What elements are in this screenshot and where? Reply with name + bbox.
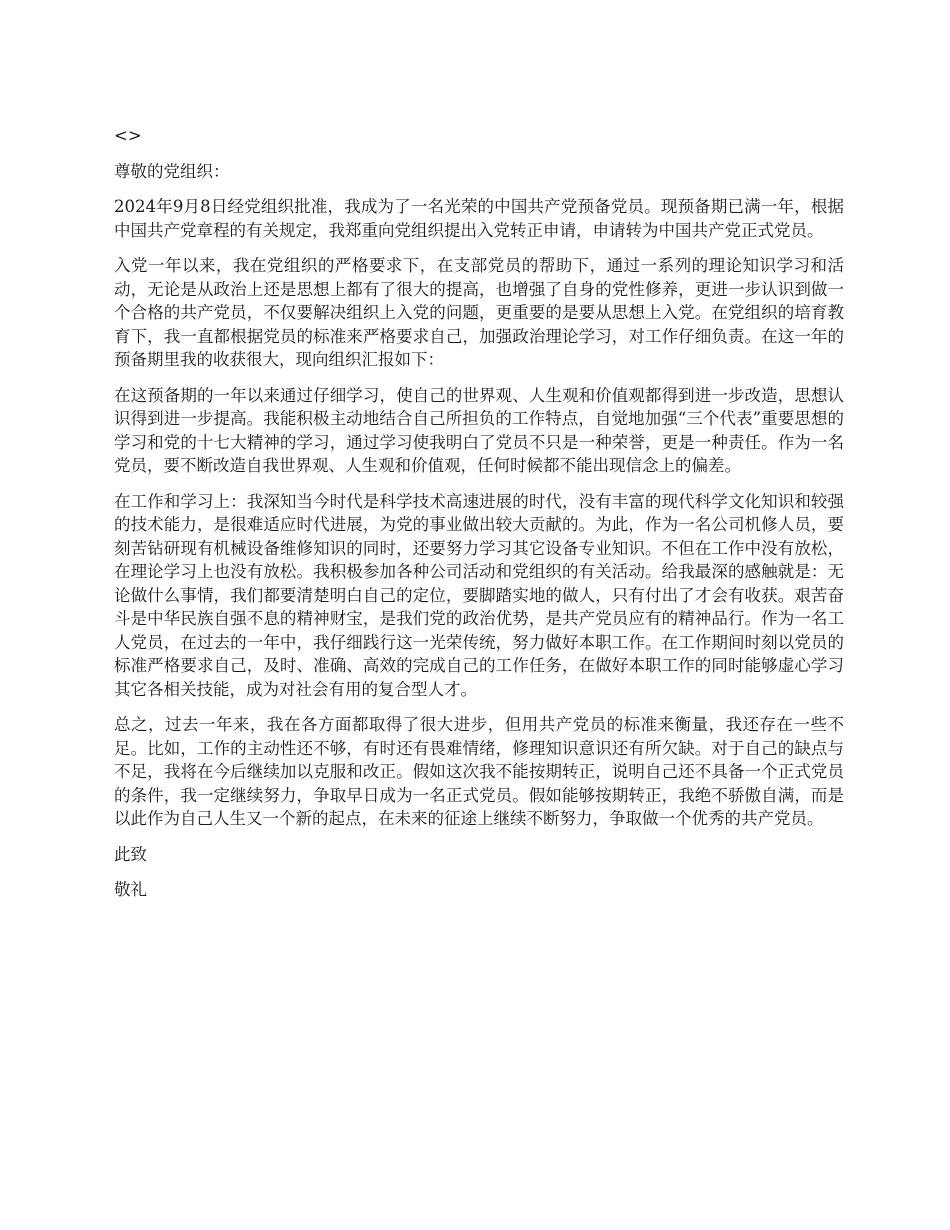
salutation: 尊敬的党组织：	[114, 161, 230, 181]
top-mark: <>	[114, 126, 142, 145]
document-page	[114, 124, 844, 914]
paragraph-2: 入党一年以来，我在党组织的严格要求下，在支部党员的帮助下，通过一系列的理论知识学习和活动，无论是从政治上还是思想上都有了很大的提高，也增强了自身的党性修养，更进一步认识到做一个合格的共产党员，不仅要解决组织上入党的问题，更重要的是要从思想上入党。在党组织的培育教育下，我一直都根据党员的标准来严格要求自己，加强政治理论学习，对工作仔细负责。在这一年的预备期里我的收获很大，现向组织汇报如下：	[114, 256, 844, 369]
closing-line-2: 敬礼	[114, 880, 147, 899]
paragraph-5: 总之，过去一年来，我在各方面都取得了很大进步，但用共产党员的标准来衡量，我还存在一些不足。比如，工作的主动性还不够，有时还有畏难情绪，修理知识意识还有所欠缺。对于自己的缺点与不足，我将在今后继续加以克服和改正。假如这次我不能按期转正，说明自己还不具备一个正式党员的条件，我一定继续努力，争取早日成为一名正式党员。假如能够按期转正，我绝不骄傲自满，而是以此作为自己人生又一个新的起点，在未来的征途上继续不断努力，争取做一个优秀的共产党员。	[114, 715, 844, 828]
closing-line-1: 此致	[114, 844, 147, 864]
paragraph-4: 在工作和学习上：我深知当今时代是科学技术高速进展的时代，没有丰富的现代科学文化知识和较强的技术能力，是很难适应时代进展，为党的事业做出较大贡献的。为此，作为一名公司机修人员，要刻苦钻研现有机械设备维修知识的同时，还要努力学习其它设备专业知识。不但在工作中没有放松，在理论学习上也没有放松。我积极参加各种公司活动和党组织的有关活动。给我最深的感触就是：无论做什么事情，我们都要清楚明白自己的定位，要脚踏实地的做人，只有付出了才会有收获。艰苦奋斗是中华民族自强不息的精神财宝，是我们党的政治优势，是共产党员应有的精神品行。作为一名工人党员，在过去的一年中，我仔细践行这一光荣传统，努力做好本职工作。在工作期间时刻以党员的标准严格要求自己，及时、准确、高效的完成自己的工作任务，在做好本职工作的同时能够虚心学习其它各相关技能，成为对社会有用的复合型人才。	[114, 491, 844, 699]
paragraph-1: 2024年9月8日经党组织批准，我成为了一名光荣的中国共产党预备党员。现预备期已满一年，根据中国共产党章程的有关规定，我郑重向党组织提出入党转正申请，申请转为中国共产党正式党员。	[114, 197, 844, 240]
paragraph-3: 在这预备期的一年以来通过仔细学习，使自己的世界观、人生观和价值观都得到进一步改造，思想认识得到进一步提高。我能积极主动地结合自己所担负的工作特点，自觉地加强“三个代表”重要思想的学习和党的十七大精神的学习，通过学习使我明白了党员不只是一种荣誉，更是一种责任。作为一名党员，要不断改造自我世界观、人生观和价值观，任何时候都不能出现信念上的偏差。	[114, 385, 844, 475]
